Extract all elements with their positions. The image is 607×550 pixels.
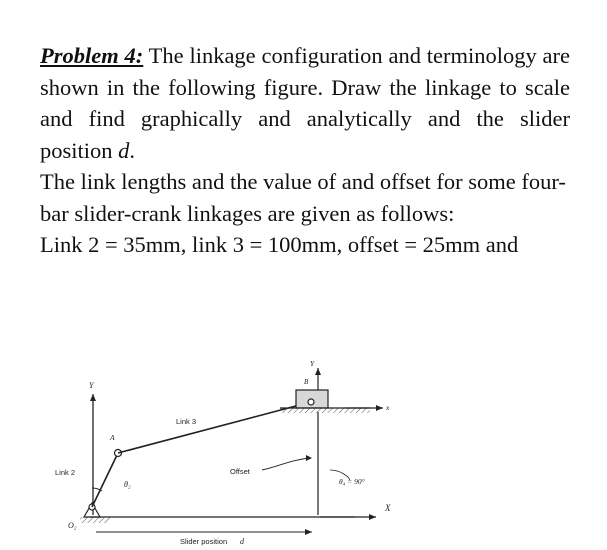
offset-label: Offset [230, 467, 250, 476]
x-axis-lower-label: X [385, 503, 391, 513]
joint-b [308, 399, 314, 405]
slider-position-variable: d [118, 137, 130, 163]
problem-period: . [129, 137, 136, 163]
o2-label: O₂ [68, 521, 77, 530]
x-axis-upper-label: x [386, 403, 390, 412]
link-2 [92, 453, 118, 507]
theta2-label: θ₂ [124, 480, 131, 489]
y-axis-left-label: Y [89, 381, 94, 390]
problem-intro: The linkage configuration and terminology are shown in the following figure. Draw the linkage to scale and find graphically and analytically and the slider position [40, 43, 570, 163]
slider-rail-hatch [280, 408, 370, 413]
offset-leader [262, 458, 310, 470]
slider-crank-figure [0, 350, 607, 550]
problem-text [40, 40, 570, 261]
joint-a-label: A [110, 433, 115, 442]
theta4-label: θ₄ = 90° [339, 477, 365, 486]
link2-label: Link 2 [55, 468, 76, 477]
problem-paragraph-2: The link lengths and the value of and offset for some four-bar slider-crank linkages are given as follows: [40, 169, 566, 226]
problem-label: Problem 4: [40, 43, 144, 68]
problem-paragraph-3: Link 2 = 35mm, link 3 = 100mm, offset = 25mm and [40, 232, 519, 257]
slider-position-label: Slider position [180, 537, 228, 546]
y-axis-right-label: Y [310, 359, 315, 368]
problem-paragraph-1 [40, 40, 570, 166]
slider-position-d: d [240, 537, 244, 546]
ground-support-hatch [80, 517, 110, 523]
joint-b-label: B [304, 378, 309, 386]
link3-label: Link 3 [176, 417, 197, 426]
offset-leader-arrow [306, 455, 312, 461]
